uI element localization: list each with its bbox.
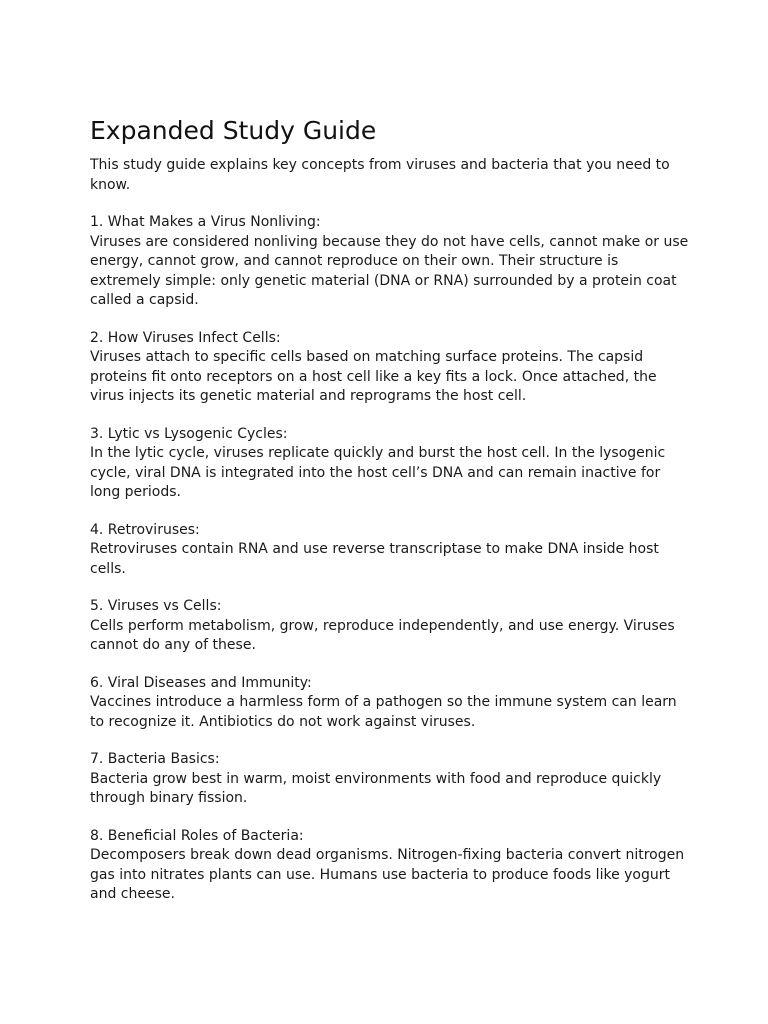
section-bacteria-basics (90, 750, 690, 809)
section-body: Vaccines introduce a harmless form of a pathogen so the immune system can learn to recognize it. Antibiotics do not work against viruses. (90, 694, 677, 730)
page-title: Expanded Study Guide (90, 116, 377, 145)
document-page (90, 114, 690, 905)
section-body: Viruses are considered nonliving because they do not have cells, cannot make or use energy, cannot grow, and cannot reproduce on their own. Their structure is extremely simple: only genetic material (DNA or RNA) surrounded by a protein coat called a capsid. (90, 233, 689, 308)
section-heading: 6. Viral Diseases and Immunity: (90, 674, 312, 691)
section-viral-diseases (90, 674, 690, 733)
section-heading: 8. Beneficial Roles of Bacteria: (90, 827, 304, 844)
section-beneficial-bacteria (90, 827, 690, 905)
section-body: Decomposers break down dead organisms. Nitrogen-fixing bacteria convert nitrogen gas into nitrates plants can use. Humans use bacteria to produce foods like yogurt and cheese. (90, 847, 685, 902)
section-heading: 2. How Viruses Infect Cells: (90, 329, 281, 346)
section-body: Retroviruses contain RNA and use reverse transcriptase to make DNA inside host cells. (90, 541, 659, 577)
section-heading: 7. Bacteria Basics: (90, 751, 220, 767)
intro-paragraph: This study guide explains key concepts from viruses and bacteria that you need to know. (90, 157, 670, 193)
section-viruses-vs-cells (90, 597, 690, 656)
section-heading: 5. Viruses vs Cells: (90, 598, 222, 614)
section-lytic-lysogenic (90, 425, 690, 503)
section-virus-nonliving (90, 213, 690, 311)
section-body: Cells perform metabolism, grow, reproduce independently, and use energy. Viruses cannot do any of these. (90, 617, 675, 653)
section-body: In the lytic cycle, viruses replicate quickly and burst the host cell. In the lysogenic cycle, viral DNA is integrated into the host cell’s DNA and can remain inactive for long periods. (90, 445, 666, 500)
section-heading: 3. Lytic vs Lysogenic Cycles: (90, 425, 288, 442)
section-heading: 1. What Makes a Virus Nonliving: (90, 214, 321, 230)
section-heading: 4. Retroviruses: (90, 521, 200, 538)
section-body: Viruses attach to specific cells based on matching surface proteins. The capsid proteins fit onto receptors on a host cell like a key fits a lock. Once attached, the virus injects its genetic material and reprograms the host cell. (90, 349, 657, 404)
section-body: Bacteria grow best in warm, moist environments with food and reproduce quickly through binary fission. (90, 770, 662, 806)
section-retroviruses (90, 521, 690, 580)
section-virus-infection (90, 329, 690, 407)
